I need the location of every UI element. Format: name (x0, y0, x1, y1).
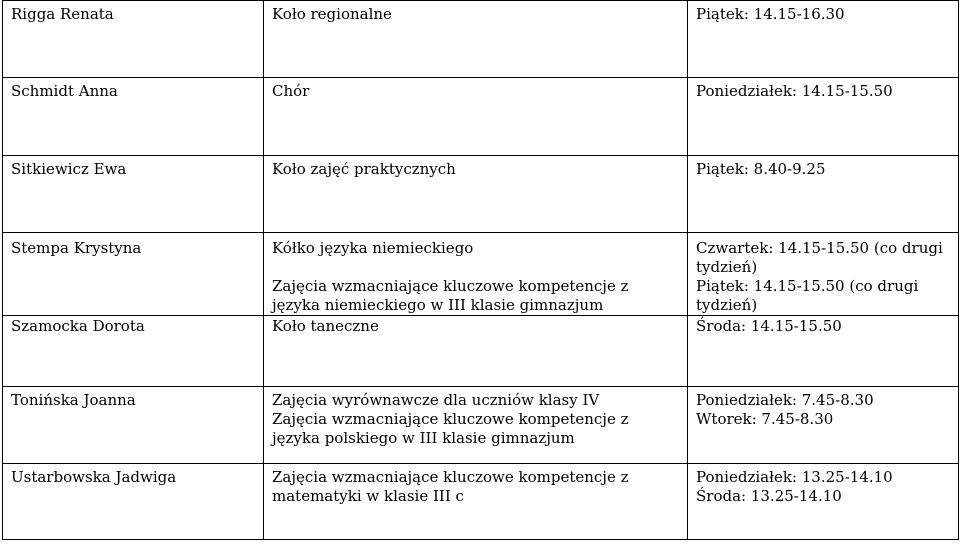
table-row (3, 78, 959, 156)
teacher-name: Stempa Krystyna (3, 233, 264, 316)
teacher-name: Rigga Renata (3, 1, 264, 78)
activities-table (2, 0, 959, 540)
activity-name: Zajęcia wyrównawcze dla uczniów klasy IV (272, 391, 600, 409)
activity-name: Koło zajęć praktycznych (264, 156, 688, 233)
activity-time: Piątek: 14.15-15.50 (co drugi tydzień) (696, 277, 919, 314)
activity-name: Zajęcia wzmacniające kluczowe kompetencje z matematyki w klasie III c (264, 464, 688, 540)
activity-name: Zajęcia wzmacniające kluczowe kompetencje z języka niemieckiego w III klasie gimnazjum (272, 277, 629, 314)
activity-time: Poniedziałek: 7.45-8.30 (696, 391, 874, 409)
table-row (3, 387, 959, 464)
activity-time: Środa: 14.15-15.50 (688, 316, 959, 387)
activity-name: Koło regionalne (264, 1, 688, 78)
activity-time-cell (688, 387, 959, 464)
teacher-name: Szamocka Dorota (3, 316, 264, 387)
table-row (3, 464, 959, 540)
activity-time: Wtorek: 7.45-8.30 (696, 410, 834, 428)
activity-time: Czwartek: 14.15-15.50 (co drugi tydzień) (696, 239, 943, 276)
teacher-name: Schmidt Anna (3, 78, 264, 156)
activity-time: Poniedziałek: 13.25-14.10 (696, 468, 893, 486)
table-row (3, 1, 959, 78)
activity-cell (264, 387, 688, 464)
activity-time: Poniedziałek: 14.15-15.50 (688, 78, 959, 156)
activity-name: Koło taneczne (264, 316, 688, 387)
activity-time-cell (688, 464, 959, 540)
activity-time: Piątek: 14.15-16.30 (688, 1, 959, 78)
activity-name: Zajęcia wzmacniające kluczowe kompetencje z języka polskiego w III klasie gimnazjum (272, 410, 629, 447)
table-row (3, 156, 959, 233)
activity-time-cell (688, 233, 959, 316)
activity-name: Kółko języka niemieckiego (272, 239, 474, 257)
activity-time: Środa: 13.25-14.10 (696, 487, 842, 505)
teacher-name: Tonińska Joanna (3, 387, 264, 464)
table-row (3, 233, 959, 316)
activity-time: Piątek: 8.40-9.25 (688, 156, 959, 233)
activity-name: Chór (264, 78, 688, 156)
teacher-name: Sitkiewicz Ewa (3, 156, 264, 233)
activity-cell (264, 233, 688, 316)
table-row (3, 316, 959, 387)
teacher-name: Ustarbowska Jadwiga (3, 464, 264, 540)
